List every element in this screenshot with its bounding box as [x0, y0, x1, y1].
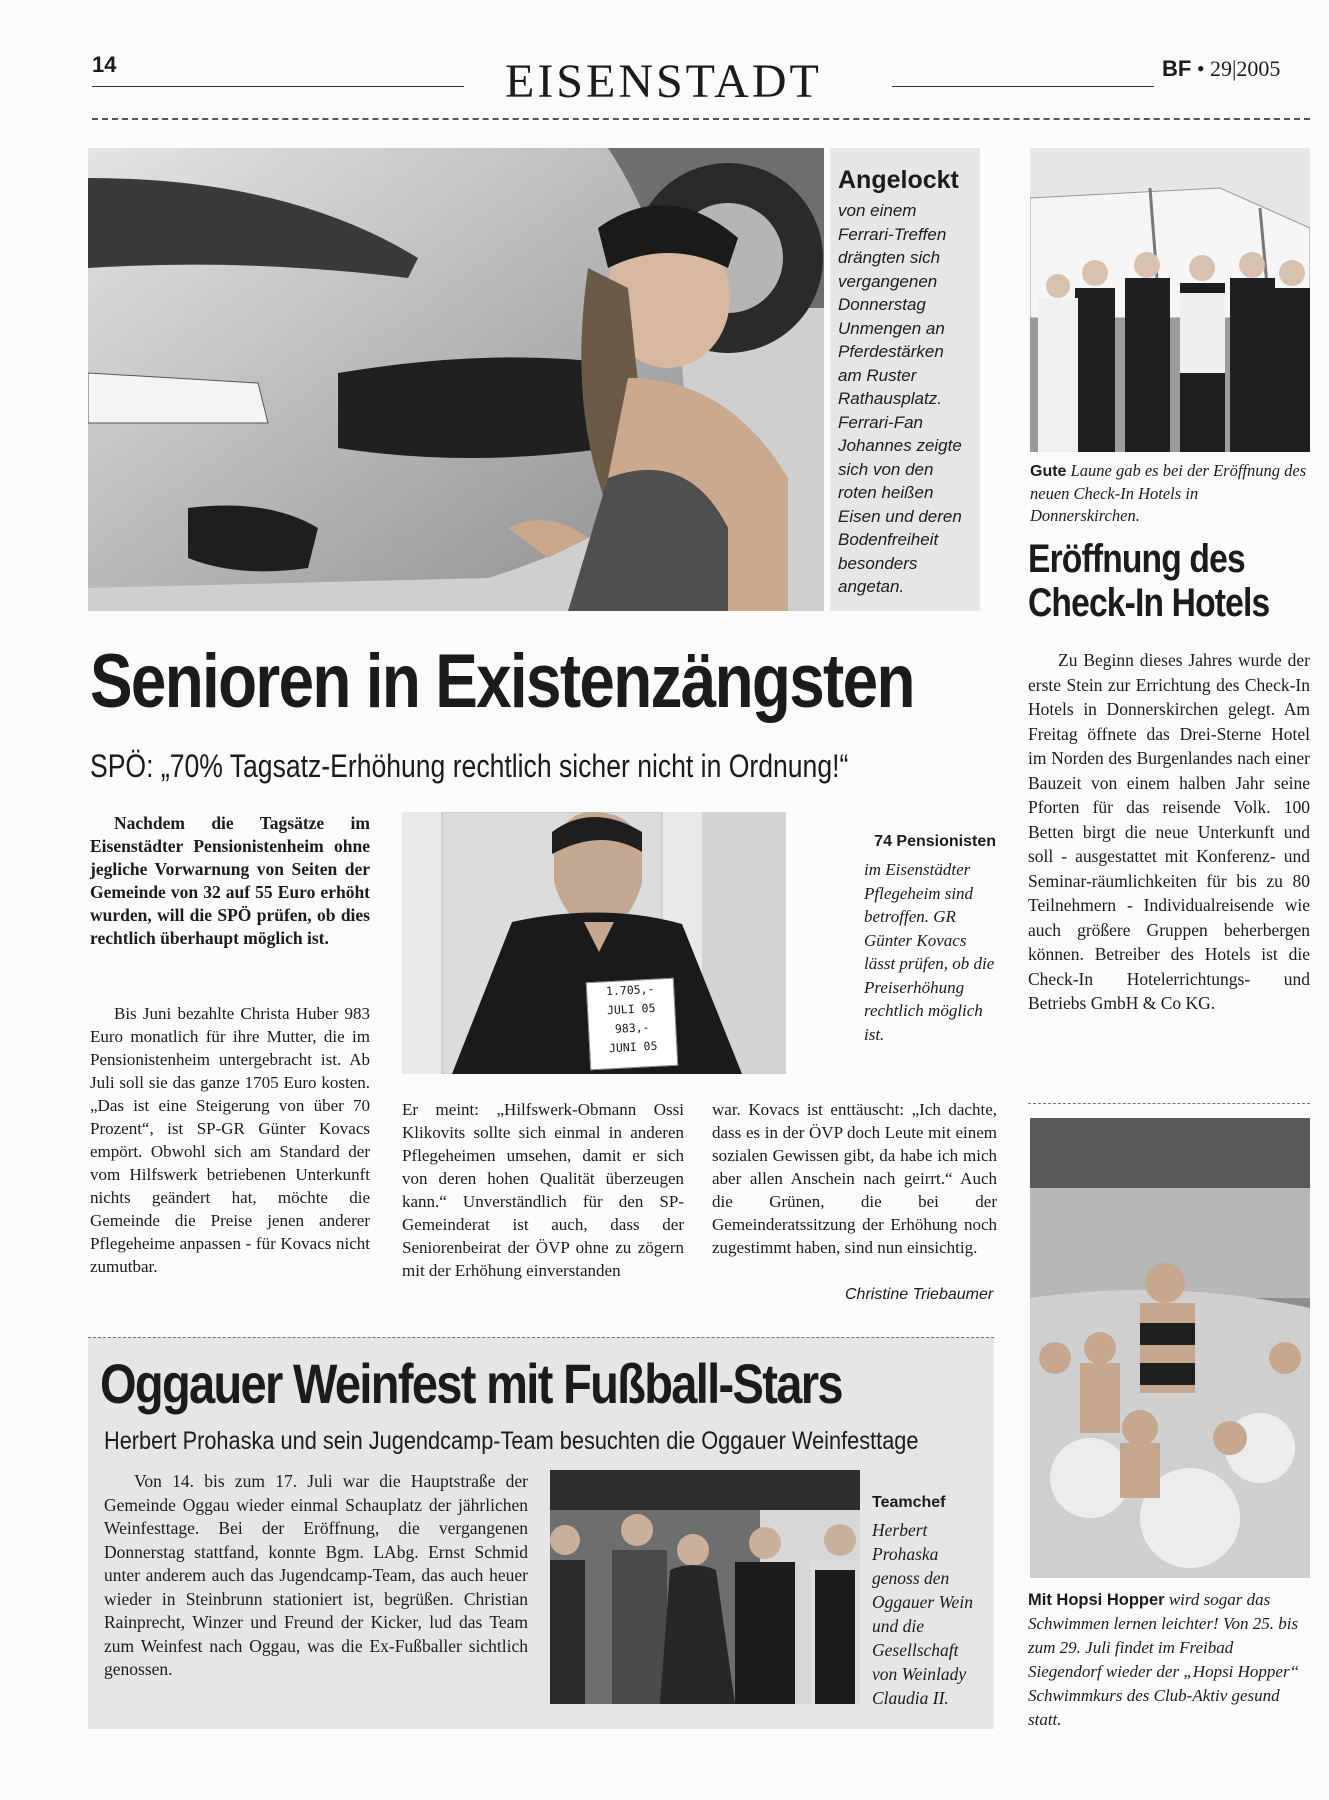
pool-caption-text: wird sogar das Schwimmen lernen leichter! Von 25. bis zum 29. Juli findet im Freibad Siegendorf wieder der „Hopsi Hopper“ Schwimmkurs des Club-Aktiv gesund statt. [1028, 1590, 1300, 1729]
ferrari-caption-text: von einem Ferrari-Treffen drängten sich vergangenen Donnerstag Unmengen an Pferdestärken am Ruster Rathausplatz. Ferrari-Fan Johannes zeigte sich von den roten heißen Eisen und deren Bodenfreiheit besonders angetan. [838, 201, 962, 596]
senior-author: Christine Triebaumer [845, 1286, 994, 1303]
publication-name: BF [1162, 56, 1192, 81]
senior-column-1: Bis Juni bezahlte Christa Huber 983 Euro monatlich für ihre Mutter, die im Pensionistenheim untergebracht ist. Ab Juli soll sie das ganze 1705 Euro kosten. „Das ist eine Steigerung von über 70 Prozent“, ist SP-GR Günter Kovacs empört. Obwohl sich am Standard der vom Hilfswerk betriebenen Unterkunft nichts geändert hat, möchte die Gemeinde die Preise jenen anderer Pflegeheime anpassen - für Kovacs nicht zumutbar. [90, 1004, 370, 1276]
prohaska-caption-head: Teamchef [872, 1494, 946, 1511]
hotel-headline-line1: Eröffnung des [1028, 537, 1245, 581]
pool-caption-head: Mit Hopsi Hopper [1028, 1591, 1165, 1609]
right-column-divider [1028, 1103, 1310, 1104]
kovacs-caption-head: 74 Pensionisten [874, 833, 996, 850]
senior-lead: Nachdem die Tagsätze im Eisenstädter Pensionistenheim ohne jegliche Vorwarnung von Seiten der Gemeinde von 32 auf 55 Euro erhöht wurden, will die SPÖ prüfen, ob dies rechtlich überhaupt möglich ist. [90, 813, 370, 948]
hotel-caption-text: Laune gab es bei der Eröffnung des neuen Check-In Hotels in Donnerskirchen. [1030, 461, 1307, 525]
wine-subheadline: Herbert Prohaska und sein Jugendcamp-Team besuchten die Oggauer Weinfesttage [104, 1427, 919, 1455]
prohaska-caption-text: Herbert Prohaska genoss den Oggauer Wein und die Gesellschaft von Weinlady Claudia II. [872, 1520, 973, 1708]
price-sign-line-4: JUNI 05 [608, 1038, 658, 1056]
header-rule-right [892, 86, 1154, 87]
issue-number: 29|2005 [1210, 56, 1281, 81]
pool-photo-caption [1028, 1588, 1310, 1732]
kovacs-caption-text: im Eisenstädter Pflegeheim sind betroffen. GR Günter Kovacs lässt prüfen, ob die Preiserhöhung rechtlich möglich ist. [864, 860, 995, 1044]
senior-subheadline: SPÖ: „70% Tagsatz-Erhöhung rechtlich sicher nicht in Ordnung!“ [90, 748, 849, 784]
hotel-headline-line2: Check-In Hotels [1028, 581, 1270, 625]
edition-separator: • [1196, 56, 1205, 81]
prohaska-photo [550, 1470, 860, 1704]
hotel-caption-head: Gute [1030, 463, 1067, 480]
price-sign-line-2: JULI 05 [606, 1000, 656, 1018]
header-dashed-divider [92, 118, 1310, 120]
price-sign-line-3: 983,- [614, 1020, 650, 1036]
price-sign-line-1: 1.705,- [605, 981, 655, 999]
senior-column-3: war. Kovacs ist enttäuscht: „Ich dachte, dass es in der ÖVP doch Leute mit einem sozialen Gewissen gibt, da habe ich mich aber allen Anschein nach geirrt.“ Auch die Grünen, die bei der Gemeinderatssitzung der Erhöhung noch zugestimmt haben, sind nun einsichtig. [712, 1100, 997, 1257]
hotel-article-body: Zu Beginn dieses Jahres wurde der erste Stein zur Errichtung des Check-In Hotels in Donnerskirchen gelegt. Am Freitag öffnete das Drei-Sterne Hotel im Norden des Burgenlandes nach einer Bauzeit von einem halben Jahr seine Pforten für das reisende Volk. 100 Betten birgt die neue Unterkunft und soll - ausgestattet mit Konferenz- und Seminar-räumlichkeiten für bis zu 80 Teilnehmern - Individualreisende wie auch größere Gruppen beherbergen können. Betreiber des Hotels ist die Check-In Hotelerrichtungs- und Betriebs GmbH & Co KG. [1028, 650, 1310, 1013]
price-sign [586, 978, 678, 1070]
edition-label [1162, 56, 1280, 82]
senior-headline: Senioren in Existenzängsten [90, 639, 914, 724]
wine-box-top-dash [88, 1337, 994, 1338]
page-number: 14 [92, 52, 117, 77]
ferrari-caption-head: Angelockt [838, 166, 959, 194]
section-title: EISENSTADT [505, 55, 822, 108]
wine-article-body: Von 14. bis zum 17. Juli war die Hauptstraße der Gemeinde Oggau wieder einmal Schauplatz der jährlichen Weinfesttage. Bei der Eröffnung, die vergangenen Donnerstag stattfand, konnte Bgm. LAbg. Ernst Schmid unter anderem auch das Jugendcamp-Team, das auch heuer wieder in Steinbrunn stationiert ist, begrüßen. Christian Rainprecht, Winzer und Freund der Kicker, lud das Team zum Weinfest nach Oggau, was die Ex-Fußballer sichtlich genossen. [104, 1471, 528, 1679]
ferrari-photo [88, 148, 824, 611]
hotel-opening-photo [1030, 148, 1310, 452]
header-rule-left [92, 86, 464, 87]
pool-photo [1030, 1118, 1310, 1578]
wine-headline: Oggauer Weinfest mit Fußball-Stars [100, 1352, 842, 1415]
hotel-photo-caption [1030, 460, 1310, 527]
senior-column-2: Er meint: „Hilfswerk-Obmann Ossi Klikovits sollte sich einmal in anderen Pflegeheimen umsehen, damit er sich von deren hohen Qualität überzeugen kann.“ Unverständlich für den SP-Gemeinderat ist auch, dass der Seniorenbeirat der ÖVP ohne zu zögern mit der Erhöhung einverstanden [402, 1100, 684, 1280]
hotel-headline [1028, 537, 1269, 625]
